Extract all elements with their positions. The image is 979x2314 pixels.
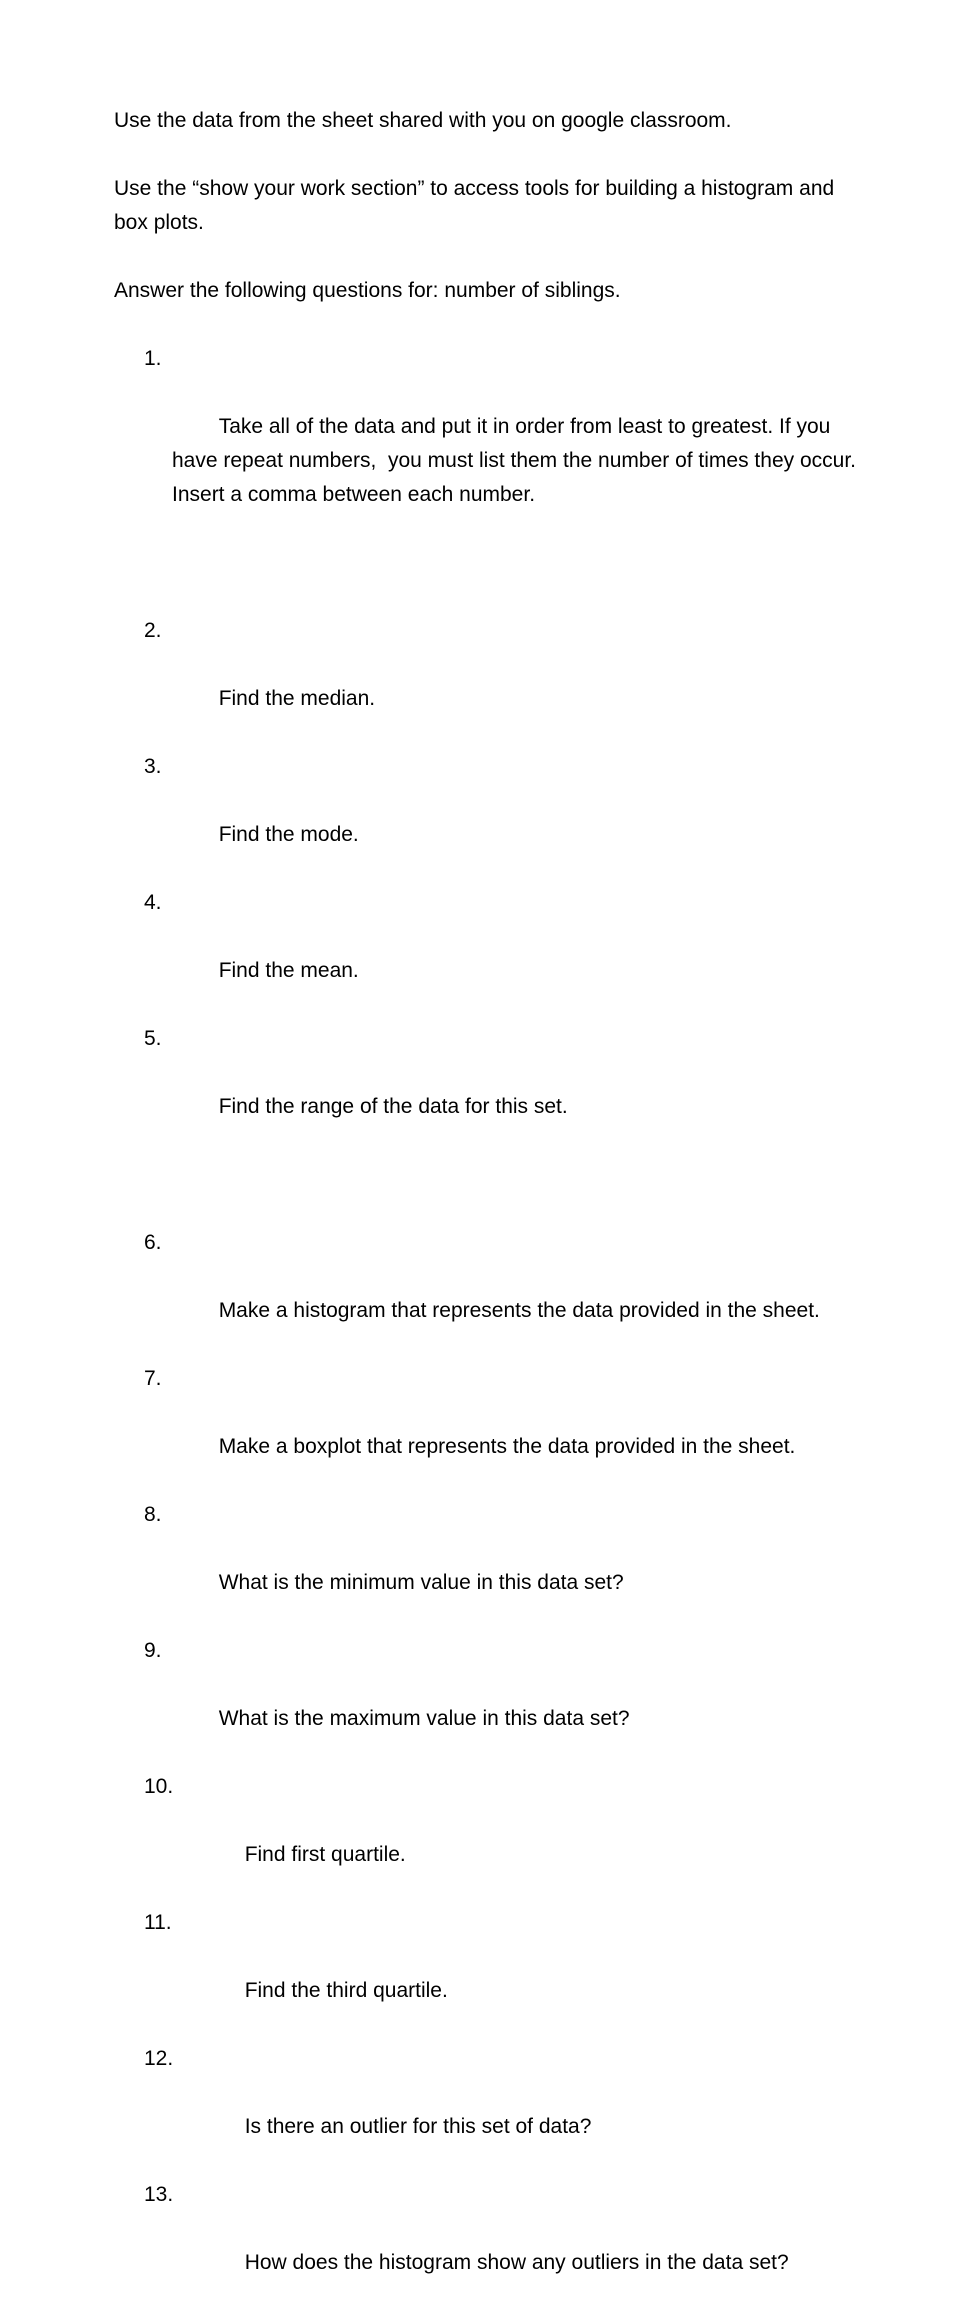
list-item bbox=[114, 1362, 862, 1498]
list-item bbox=[114, 1226, 862, 1362]
list-item-number: 1. bbox=[144, 347, 162, 370]
list-item-text: Find the third quartile. bbox=[244, 1979, 448, 2002]
list-item-text: Make a histogram that represents the data provided in the sheet. bbox=[218, 1299, 820, 1322]
list-item bbox=[114, 342, 862, 546]
list-item bbox=[114, 614, 862, 750]
list-item-number: 10. bbox=[144, 1775, 174, 1798]
list-item-text: How does the histogram show any outliers in the data set? bbox=[244, 2251, 789, 2274]
list-item-text: What is the minimum value in this data set? bbox=[218, 1571, 624, 1594]
list-item-text: What is the maximum value in this data set? bbox=[218, 1707, 630, 1730]
list-item bbox=[114, 1022, 862, 1158]
list-item-number: 2. bbox=[144, 619, 162, 642]
list-spacer bbox=[114, 546, 862, 614]
list-item-text: Is there an outlier for this set of data? bbox=[244, 2115, 592, 2138]
list-item-text: Find first quartile. bbox=[244, 1843, 406, 1866]
list-item-text: Find the median. bbox=[218, 687, 376, 710]
list-item bbox=[114, 2178, 862, 2314]
list-item-number: 9. bbox=[144, 1639, 162, 1662]
list-item bbox=[114, 2042, 862, 2178]
list-item bbox=[114, 1498, 862, 1634]
question-list-group-1 bbox=[114, 342, 862, 546]
intro-paragraph-2: Use the “show your work section” to access tools for building a histogram and box plots. bbox=[114, 177, 841, 234]
question-list-group-4 bbox=[114, 1770, 862, 2314]
list-item-number: 5. bbox=[144, 1027, 162, 1050]
list-item-text: Make a boxplot that represents the data provided in the sheet. bbox=[218, 1435, 796, 1458]
document-body bbox=[114, 104, 862, 2314]
list-item-text: Find the range of the data for this set. bbox=[218, 1095, 568, 1118]
intro-paragraph-1: Use the data from the sheet shared with you on google classroom. bbox=[114, 109, 732, 132]
list-item bbox=[114, 886, 862, 1022]
list-item-number: 13. bbox=[144, 2183, 174, 2206]
list-spacer bbox=[114, 1158, 862, 1226]
question-list-group-3 bbox=[114, 1226, 862, 1770]
list-item-number: 3. bbox=[144, 755, 162, 778]
list-item-number: 4. bbox=[144, 891, 162, 914]
list-item-text: Find the mode. bbox=[218, 823, 359, 846]
list-item-number: 6. bbox=[144, 1231, 162, 1254]
list-item bbox=[114, 1770, 862, 1906]
list-item-text: Take all of the data and put it in order from least to greatest. If you have repeat numbers, you must list them the number of times they occur. Insert a comma between each number. bbox=[172, 415, 862, 506]
list-item bbox=[114, 750, 862, 886]
question-list-group-2 bbox=[114, 614, 862, 1158]
list-item-number: 11. bbox=[144, 1911, 172, 1934]
list-item-text: Find the mean. bbox=[218, 959, 359, 982]
list-item bbox=[114, 1634, 862, 1770]
intro-paragraph-3: Answer the following questions for: number of siblings. bbox=[114, 279, 621, 302]
list-item bbox=[114, 1906, 862, 2042]
list-item-number: 7. bbox=[144, 1367, 162, 1390]
list-item-number: 8. bbox=[144, 1503, 162, 1526]
list-item-number: 12. bbox=[144, 2047, 174, 2070]
